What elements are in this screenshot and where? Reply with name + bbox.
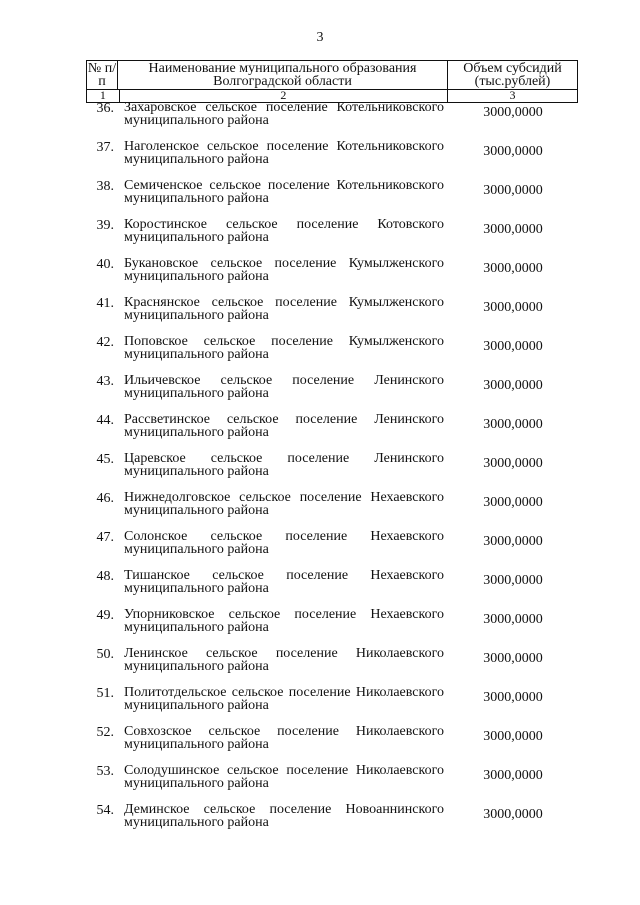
row-number: 42. <box>96 335 114 350</box>
municipality-name: Рассветинское сельское поселение Ленинского муниципального района <box>124 412 444 440</box>
header-num: № п/п <box>87 61 117 89</box>
municipality-name: Ильичевское сельское поселение Ленинского муниципального района <box>124 373 444 401</box>
subsidy-amount: 3000,0000 <box>483 807 543 822</box>
table-row <box>86 413 578 452</box>
subsidy-amount: 3000,0000 <box>483 534 543 549</box>
row-number: 50. <box>96 647 114 662</box>
municipality-name: Наголенское сельское поселение Котельниковского муниципального района <box>124 139 444 167</box>
municipality-name: Букановское сельское поселение Кумылженского муниципального района <box>124 256 444 284</box>
table-row <box>86 725 578 764</box>
subsidy-amount: 3000,0000 <box>483 690 543 705</box>
municipality-name: Упорниковское сельское поселение Нехаевского муниципального района <box>124 607 444 635</box>
table-row <box>86 296 578 335</box>
municipality-name: Тишанское сельское поселение Нехаевского муниципального района <box>124 568 444 596</box>
row-number: 37. <box>96 140 114 155</box>
table-row <box>86 179 578 218</box>
row-number: 52. <box>96 725 114 740</box>
table-row <box>86 335 578 374</box>
subsidy-amount: 3000,0000 <box>483 651 543 666</box>
row-number: 38. <box>96 179 114 194</box>
row-number: 41. <box>96 296 114 311</box>
table-row <box>86 218 578 257</box>
subsidy-amount: 3000,0000 <box>483 339 543 354</box>
municipality-name: Солодушинское сельское поселение Николаевского муниципального района <box>124 763 444 791</box>
row-number: 48. <box>96 569 114 584</box>
header-amount: Объем субсидий (тыс.рублей) <box>448 61 578 89</box>
row-number: 53. <box>96 764 114 779</box>
subsidy-amount: 3000,0000 <box>483 300 543 315</box>
row-number: 54. <box>96 803 114 818</box>
municipality-name: Краснянское сельское поселение Кумылженского муниципального района <box>124 295 444 323</box>
table-row <box>86 491 578 530</box>
row-number: 36. <box>96 101 114 116</box>
row-number: 44. <box>96 413 114 428</box>
column-number-3: 3 <box>448 90 578 102</box>
municipality-name: Семиченское сельское поселение Котельниковского муниципального района <box>124 178 444 206</box>
table-row <box>86 140 578 179</box>
header-titles-row <box>86 61 578 89</box>
municipality-name: Деминское сельское поселение Новоаннинского муниципального района <box>124 802 444 830</box>
column-number-2: 2 <box>120 90 448 102</box>
subsidy-amount: 3000,0000 <box>483 261 543 276</box>
subsidy-amount: 3000,0000 <box>483 417 543 432</box>
municipality-name: Ленинское сельское поселение Николаевского муниципального района <box>124 646 444 674</box>
row-number: 40. <box>96 257 114 272</box>
table-row <box>86 569 578 608</box>
subsidy-amount: 3000,0000 <box>483 612 543 627</box>
subsidy-amount: 3000,0000 <box>483 729 543 744</box>
table-row <box>86 101 578 140</box>
row-number: 43. <box>96 374 114 389</box>
table-header <box>86 60 578 103</box>
subsidy-amount: 3000,0000 <box>483 573 543 588</box>
table-row <box>86 686 578 725</box>
municipality-name: Политотдельское сельское поселение Николаевского муниципального района <box>124 685 444 713</box>
table-row <box>86 803 578 842</box>
subsidy-amount: 3000,0000 <box>483 144 543 159</box>
row-number: 51. <box>96 686 114 701</box>
row-number: 45. <box>96 452 114 467</box>
table-row <box>86 530 578 569</box>
table-row <box>86 374 578 413</box>
row-number: 46. <box>96 491 114 506</box>
table-row <box>86 257 578 296</box>
municipality-name: Нижнедолговское сельское поселение Нехаевского муниципального района <box>124 490 444 518</box>
municipality-name: Царевское сельское поселение Ленинского муниципального района <box>124 451 444 479</box>
subsidy-amount: 3000,0000 <box>483 456 543 471</box>
municipality-name: Солонское сельское поселение Нехаевского муниципального района <box>124 529 444 557</box>
municipality-name: Совхозское сельское поселение Николаевского муниципального района <box>124 724 444 752</box>
column-number-1: 1 <box>86 90 120 102</box>
row-number: 39. <box>96 218 114 233</box>
row-number: 49. <box>96 608 114 623</box>
subsidy-amount: 3000,0000 <box>483 222 543 237</box>
subsidy-amount: 3000,0000 <box>483 495 543 510</box>
municipality-name: Захаровское сельское поселение Котельниковского муниципального района <box>124 100 444 128</box>
subsidy-amount: 3000,0000 <box>483 768 543 783</box>
municipality-name: Коростинское сельское поселение Котовского муниципального района <box>124 217 444 245</box>
header-name: Наименование муниципального образования Волгоградской области <box>118 61 448 89</box>
row-number: 47. <box>96 530 114 545</box>
table-row <box>86 452 578 491</box>
page-number: 3 <box>316 30 324 45</box>
table-body <box>86 101 578 842</box>
municipality-name: Поповское сельское поселение Кумылженского муниципального района <box>124 334 444 362</box>
table-row <box>86 608 578 647</box>
subsidy-amount: 3000,0000 <box>483 105 543 120</box>
subsidy-amount: 3000,0000 <box>483 183 543 198</box>
subsidy-amount: 3000,0000 <box>483 378 543 393</box>
table-row <box>86 647 578 686</box>
table-row <box>86 764 578 803</box>
